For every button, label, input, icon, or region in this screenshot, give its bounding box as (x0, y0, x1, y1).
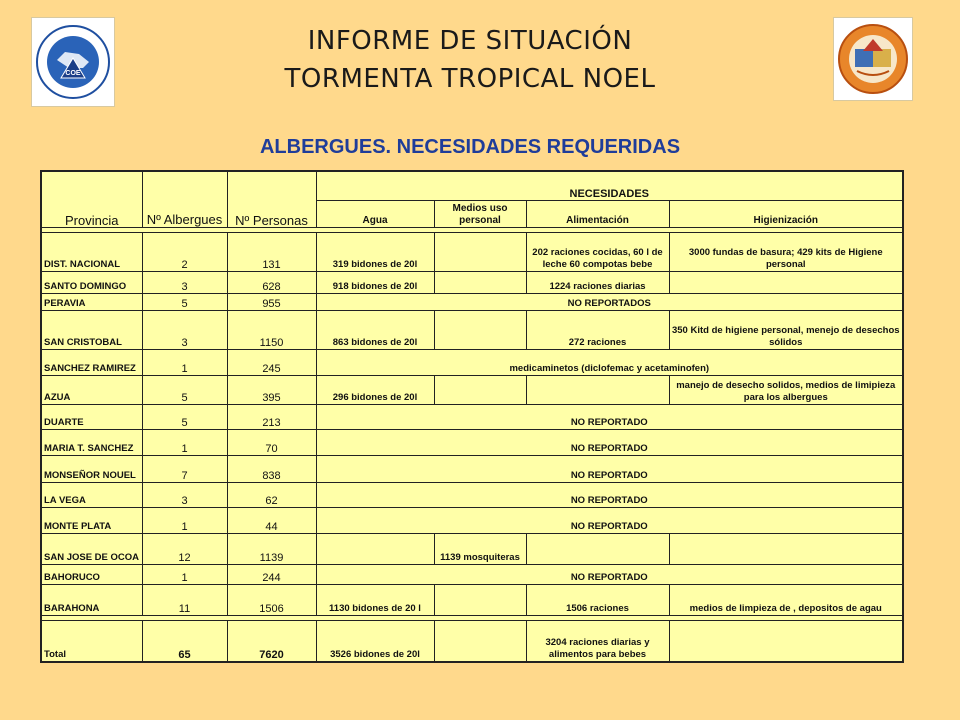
cell-provincia: DIST. NACIONAL (41, 232, 142, 271)
cell-agua: 1130 bidones de 20 l (316, 585, 434, 616)
cell-albergues: 1 (142, 349, 227, 376)
cell-medios (434, 232, 526, 271)
cell-personas: 244 (227, 564, 316, 585)
shelters-table (40, 170, 904, 663)
cell-personas: 70 (227, 429, 316, 456)
cne-seal-icon (837, 23, 909, 95)
cell-alimentacion (526, 534, 669, 565)
cell-provincia: DUARTE (41, 405, 142, 430)
table-row (41, 483, 903, 508)
table-row (41, 349, 903, 376)
cell-personas: 955 (227, 294, 316, 310)
cell-personas: 131 (227, 232, 316, 271)
cell-albergues: 1 (142, 564, 227, 585)
table-row (41, 232, 903, 271)
cell-higiene (669, 271, 903, 294)
cell-higiene: medios de limpieza de , depositos de agau (669, 585, 903, 616)
cell-albergues: 3 (142, 483, 227, 508)
section-title: ALBERGUES. NECESIDADES REQUERIDAS (259, 136, 681, 158)
cell-albergues: 2 (142, 232, 227, 271)
cell-albergues: 5 (142, 376, 227, 405)
cell-necesidades: medicaminetos (diclofemac y acetaminofen) (316, 349, 903, 376)
col-header-medios: Medios uso personal (434, 201, 526, 228)
cell-higiene: 350 Kitd de higiene personal, menejo de desechos sólidos (669, 310, 903, 349)
cell-agua: 918 bidones de 20l (316, 271, 434, 294)
cell-albergues: 11 (142, 585, 227, 616)
col-header-agua: Agua (316, 201, 434, 228)
cell-provincia: SAN JOSE DE OCOA (41, 534, 142, 565)
storm-title: TORMENTA TROPICAL NOEL (284, 64, 656, 94)
cell-provincia: LA VEGA (41, 483, 142, 508)
cell-albergues: 1 (142, 507, 227, 534)
table-row (41, 456, 903, 483)
cell-personas: 628 (227, 271, 316, 294)
table-row (41, 564, 903, 585)
cell-personas: 1150 (227, 310, 316, 349)
col-header-alimentacion: Alimentación (526, 201, 669, 228)
cell-agua: 3526 bidones de 20l (316, 621, 434, 662)
table-row (41, 376, 903, 405)
cell-provincia: SAN CRISTOBAL (41, 310, 142, 349)
cell-personas: 44 (227, 507, 316, 534)
cell-albergues: 3 (142, 271, 227, 294)
col-header-higienizacion: Higienización (669, 201, 903, 228)
cell-agua: 863 bidones de 20l (316, 310, 434, 349)
cne-logo (833, 17, 913, 101)
cell-medios (434, 310, 526, 349)
cell-higiene: manejo de desecho solidos, medios de limipieza para los albergues (669, 376, 903, 405)
cell-personas: 245 (227, 349, 316, 376)
cell-necesidades: NO REPORTADO (316, 564, 903, 585)
cell-albergues: 5 (142, 405, 227, 430)
cell-agua (316, 534, 434, 565)
cell-provincia: PERAVIA (41, 294, 142, 310)
cell-agua: 319 bidones de 20l (316, 232, 434, 271)
cell-provincia: MONTE PLATA (41, 507, 142, 534)
cell-alimentacion: 3204 raciones diarias y alimentos para bebes (526, 621, 669, 662)
cell-provincia: BAHORUCO (41, 564, 142, 585)
cell-personas: 213 (227, 405, 316, 430)
cell-provincia: MONSEÑOR NOUEL (41, 456, 142, 483)
cell-albergues: 7 (142, 456, 227, 483)
cell-albergues: 65 (142, 621, 227, 662)
cell-provincia: BARAHONA (41, 585, 142, 616)
cell-albergues: 5 (142, 294, 227, 310)
cell-personas: 838 (227, 456, 316, 483)
table-row (41, 534, 903, 565)
report-title: INFORME DE SITUACIÓN (307, 26, 633, 56)
cell-albergues: 3 (142, 310, 227, 349)
cell-provincia: SANCHEZ RAMIREZ (41, 349, 142, 376)
cell-medios: 1139 mosquiteras (434, 534, 526, 565)
cell-personas: 62 (227, 483, 316, 508)
table-row (41, 429, 903, 456)
cell-provincia: Total (41, 621, 142, 662)
cell-higiene: 3000 fundas de basura; 429 kits de Higiene personal (669, 232, 903, 271)
cell-necesidades: NO REPORTADO (316, 456, 903, 483)
cell-personas: 1506 (227, 585, 316, 616)
cell-provincia: AZUA (41, 376, 142, 405)
cell-medios (434, 271, 526, 294)
cell-albergues: 1 (142, 429, 227, 456)
cell-alimentacion: 1224 raciones diarias (526, 271, 669, 294)
cell-necesidades: NO REPORTADO (316, 483, 903, 508)
cell-provincia: MARIA T. SANCHEZ (41, 429, 142, 456)
cell-personas: 1139 (227, 534, 316, 565)
cell-necesidades: NO REPORTADO (316, 405, 903, 430)
table-row (41, 294, 903, 310)
table-body (41, 171, 903, 662)
cell-higiene (669, 534, 903, 565)
cell-medios (434, 621, 526, 662)
cell-medios (434, 585, 526, 616)
total-row (41, 621, 903, 662)
table-row (41, 405, 903, 430)
table-row (41, 507, 903, 534)
cell-albergues: 12 (142, 534, 227, 565)
coe-seal-icon (35, 24, 111, 100)
cell-necesidades: NO REPORTADOS (316, 294, 903, 310)
table-row (41, 310, 903, 349)
col-header-albergues: Nº Albergues (142, 171, 227, 227)
cell-medios (434, 376, 526, 405)
cell-provincia: SANTO DOMINGO (41, 271, 142, 294)
cell-personas: 7620 (227, 621, 316, 662)
cell-necesidades: NO REPORTADO (316, 507, 903, 534)
col-header-provincia: Provincia (41, 171, 142, 227)
cell-alimentacion: 1506 raciones (526, 585, 669, 616)
coe-logo (31, 17, 115, 107)
cell-agua: 296 bidones de 20l (316, 376, 434, 405)
table-row (41, 585, 903, 616)
cell-alimentacion (526, 376, 669, 405)
cell-higiene (669, 621, 903, 662)
cell-necesidades: NO REPORTADO (316, 429, 903, 456)
col-header-personas: Nº Personas (227, 171, 316, 227)
col-header-necesidades: NECESIDADES (316, 171, 903, 201)
cell-alimentacion: 202 raciones cocidas, 60 l de leche 60 compotas bebe (526, 232, 669, 271)
cell-personas: 395 (227, 376, 316, 405)
svg-text:COE: COE (65, 70, 81, 77)
table-row (41, 271, 903, 294)
cell-alimentacion: 272 raciones (526, 310, 669, 349)
